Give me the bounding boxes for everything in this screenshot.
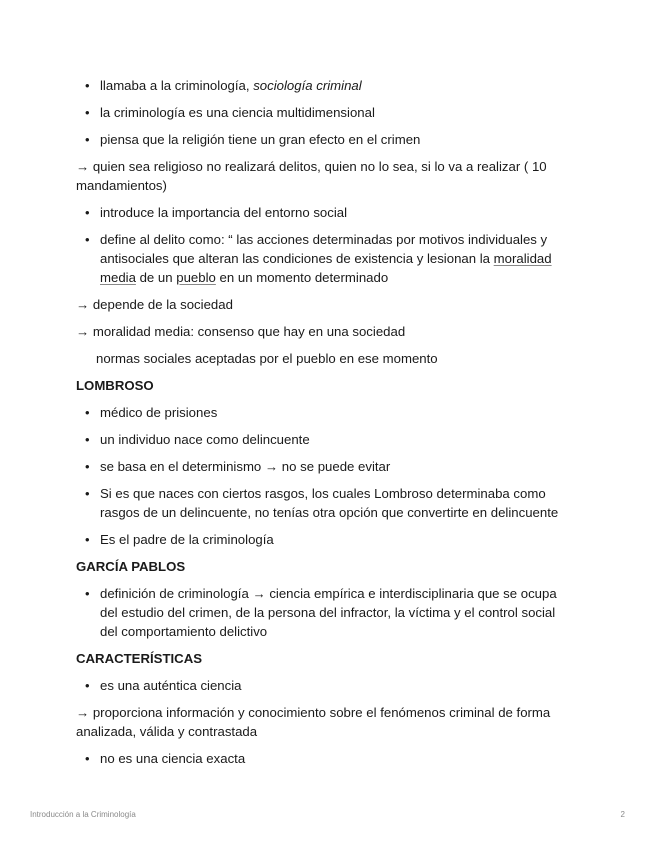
page-number: 2 (620, 810, 625, 819)
list-item: • Si es que naces con ciertos rasgos, los cuales Lombroso determinaba como rasgos de un delincuente, no tenías otra opción que convertirte en delincuente (76, 484, 576, 522)
bullet-list-delito (76, 203, 576, 287)
indented-note: normas sociales aceptadas por el pueblo en ese momento (96, 351, 438, 366)
section-heading-garcia-pablos: GARCÍA PABLOS (76, 559, 186, 574)
bullet-list-garcia (76, 584, 576, 641)
list-item-text: define al delito como: “ las acciones determinadas por motivos individuales y antisociales que alteran las condiciones de existencia y lesionan la (100, 232, 548, 266)
bullet-list-intro (76, 76, 576, 149)
footer-title: Introducción a la Criminología (30, 810, 136, 819)
arrow-note: → depende de la sociedad (76, 297, 233, 312)
list-item: • la criminología es una ciencia multidimensional (76, 103, 576, 122)
list-item: • no es una ciencia exacta (76, 749, 576, 768)
underlined-term: pueblo (176, 270, 216, 285)
arrow-note: → quien sea religioso no realizará delitos, quien no lo sea, si lo va a realizar ( 10 mandamientos) (76, 159, 547, 193)
list-item: • un individuo nace como delincuente (76, 430, 576, 449)
list-item (76, 230, 576, 287)
underlined-term: moralidad media (100, 251, 552, 285)
list-item: • se basa en el determinismo → no se puede evitar (76, 457, 576, 476)
arrow-note: → proporciona información y conocimiento sobre el fenómenos criminal de forma analizada, válida y contrastada (76, 705, 551, 739)
italic-term: sociología criminal (253, 78, 362, 93)
list-item: • es una auténtica ciencia (76, 676, 576, 695)
list-item: • introduce la importancia del entorno social (76, 203, 576, 222)
list-item: • piensa que la religión tiene un gran efecto en el crimen (76, 130, 576, 149)
section-heading-caracteristicas: CARACTERÍSTICAS (76, 651, 203, 666)
bullet-list-caracteristicas-2 (76, 749, 576, 768)
list-item: • Es el padre de la criminología (76, 530, 576, 549)
bullet-list-caracteristicas (76, 676, 576, 695)
list-item-text: en un momento determinado (215, 270, 389, 285)
list-item: • médico de prisiones (76, 403, 576, 422)
arrow-note: → moralidad media: consenso que hay en una sociedad (76, 324, 406, 339)
section-heading-lombroso: LOMBROSO (76, 378, 154, 393)
bullet-list-lombroso (76, 403, 576, 549)
list-item: • definición de criminología → ciencia empírica e interdisciplinaria que se ocupa del estudio del crimen, de la persona del infractor, la víctima y el control social del comportamiento delictivo (76, 584, 576, 641)
list-item (76, 76, 576, 95)
list-item-text: llamaba a la criminología, (100, 78, 254, 93)
list-item-text: de un (135, 270, 177, 285)
document-page (76, 76, 576, 776)
